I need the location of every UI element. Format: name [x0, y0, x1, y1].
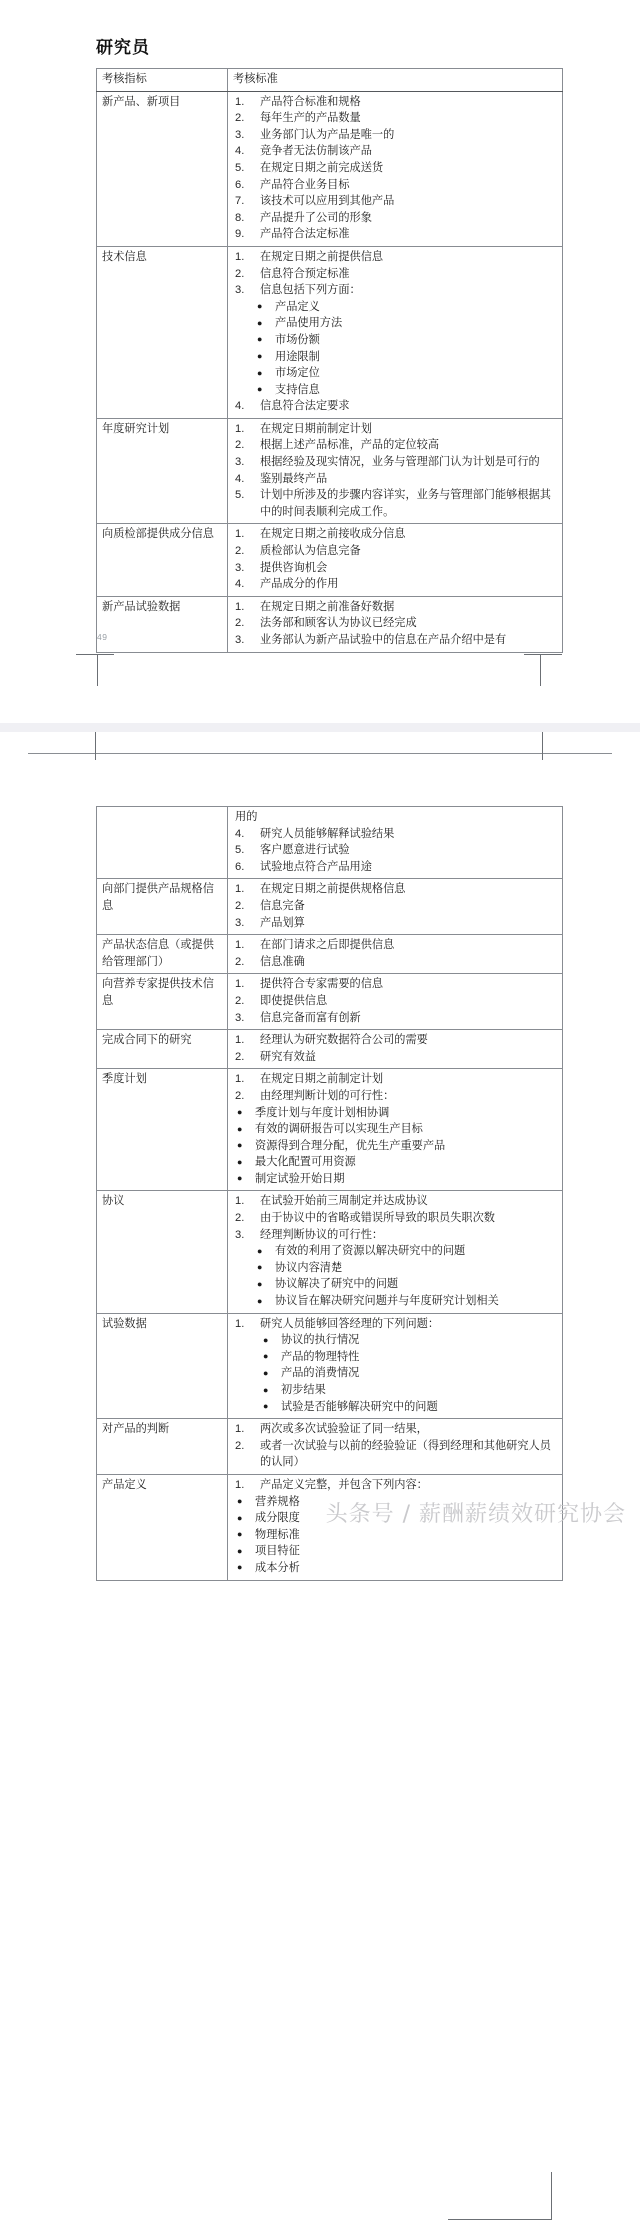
criteria-item: 客户愿意进行试验 — [260, 844, 350, 857]
criteria-standard-cell — [228, 91, 563, 246]
criteria-metric-cell: 向部门提供产品规格信息 — [97, 879, 228, 935]
table-row — [97, 91, 563, 246]
criteria-item: 竞争者无法仿制该产品 — [260, 145, 372, 158]
criteria-item: 研究人员能够回答经理的下列问题： — [260, 1317, 440, 1330]
criteria-sub-item: ● 协议旨在解决研究问题并与年度研究计划相关 — [257, 1293, 559, 1310]
criteria-sub-item: ● 市场定位 — [257, 365, 559, 382]
criteria-sub-item: ● 成分限度 — [237, 1510, 559, 1527]
criteria-list — [233, 249, 559, 398]
criteria-item: 产品符合标准和规格 — [260, 95, 361, 108]
criteria-metric-cell: 向质检部提供成分信息 — [97, 524, 228, 596]
criteria-sub-item: ● 市场份额 — [257, 332, 559, 349]
criteria-list-tail — [233, 398, 559, 415]
table-row — [97, 1313, 563, 1419]
criteria-metric-cell: 技术信息 — [97, 246, 228, 418]
page-title: 研究员 — [96, 38, 150, 57]
criteria-standard-cell — [228, 1069, 563, 1191]
table-row — [97, 879, 563, 935]
criteria-sub-item: ● 协议的执行情况 — [263, 1332, 559, 1349]
criteria-list — [233, 1071, 559, 1104]
criteria-item: 根据经验及现实情况，业务与管理部门认为计划是可行的 — [260, 456, 540, 469]
criteria-metric-cell: 年度研究计划 — [97, 418, 228, 524]
criteria-sub-item: ● 有效的利用了资源以解决研究中的问题 — [257, 1243, 559, 1260]
criteria-item: 试验地点符合产品用途 — [260, 860, 372, 873]
page-separator — [0, 723, 640, 732]
criteria-metric-cell: 新产品、新项目 — [97, 91, 228, 246]
crop-mark-top-left — [95, 732, 97, 760]
criteria-metric-cell — [97, 807, 228, 879]
criteria-item: 在规定日期之前准备好数据 — [260, 600, 395, 613]
criteria-sub-item: ● 产品定义 — [257, 299, 559, 316]
page-top-rule — [28, 753, 612, 754]
criteria-sub-item: ● 营养规格 — [237, 1494, 559, 1511]
criteria-list — [233, 1477, 559, 1494]
page-number: 49 — [97, 632, 108, 642]
criteria-item: 计划中所涉及的步骤内容详实，业务与管理部门能够根据其中的时间表顺利完成工作。 — [260, 489, 551, 518]
criteria-standard-cell — [228, 935, 563, 974]
criteria-item: 产品符合法定标准 — [260, 228, 350, 241]
criteria-sub-item: ● 季度计划与年度计划相协调 — [237, 1105, 559, 1122]
performance-criteria-table-page1 — [96, 68, 563, 653]
criteria-sub-item: ● 项目特征 — [237, 1543, 559, 1560]
criteria-sub-item: ● 资源得到合理分配，优先生产重要产品 — [237, 1138, 559, 1155]
criteria-metric-cell: 协议 — [97, 1191, 228, 1313]
criteria-item: 在规定日期之前提供规格信息 — [260, 883, 406, 896]
criteria-sublist — [257, 299, 559, 399]
document-page-2 — [0, 732, 640, 1574]
criteria-sub-item: ● 产品的消费情况 — [263, 1365, 559, 1382]
criteria-sub-item: ● 物理标准 — [237, 1527, 559, 1544]
criteria-sublist — [237, 1105, 559, 1188]
criteria-metric-cell: 对产品的判断 — [97, 1419, 228, 1475]
criteria-sublist — [257, 1243, 559, 1309]
criteria-sub-item: ● 最大化配置可用资源 — [237, 1154, 559, 1171]
criteria-item: 质检部认为信息完备 — [260, 545, 361, 558]
criteria-item: 提供咨询机会 — [260, 561, 328, 574]
criteria-sub-item: ● 试验是否能够解决研究中的问题 — [263, 1399, 559, 1416]
criteria-item: 在部门请求之后即提供信息 — [260, 939, 395, 952]
criteria-standard-cell — [228, 1419, 563, 1475]
criteria-list — [233, 1193, 559, 1243]
criteria-item: 在试验开始前三周制定并达成协议 — [260, 1195, 428, 1208]
criteria-list — [233, 421, 559, 521]
criteria-list — [233, 94, 559, 243]
criteria-item: 法务部和顾客认为协议已经完成 — [260, 617, 417, 630]
criteria-metric-cell: 新产品试验数据 — [97, 596, 228, 652]
criteria-standard-cell — [228, 524, 563, 596]
criteria-item: 信息包括下列方面： — [260, 284, 361, 297]
criteria-metric-cell: 季度计划 — [97, 1069, 228, 1191]
criteria-item: 在规定日期之前提供信息 — [260, 250, 384, 263]
criteria-item: 产品符合业务目标 — [260, 178, 350, 191]
criteria-item: 提供符合专家需要的信息 — [260, 978, 384, 991]
header-metric: 考核指标 — [97, 69, 228, 92]
criteria-metric-cell: 试验数据 — [97, 1313, 228, 1419]
performance-criteria-table-page2 — [96, 806, 563, 1581]
criteria-standard-cell — [228, 418, 563, 524]
criteria-item: 信息准确 — [260, 955, 305, 968]
criteria-sub-item: ● 成本分析 — [237, 1560, 559, 1577]
table-header-row — [97, 69, 563, 92]
criteria-sub-item: ● 协议解决了研究中的问题 — [257, 1276, 559, 1293]
criteria-item: 信息符合预定标准 — [260, 267, 350, 280]
criteria-standard-cell — [228, 1191, 563, 1313]
criteria-item: 在规定日期前制定计划 — [260, 422, 372, 435]
header-standard: 考核标准 — [228, 69, 563, 92]
criteria-item: 由于协议中的省略或错误所导致的职员失职次数 — [260, 1212, 495, 1225]
criteria-item: 两次或多次试验验证了同一结果， — [260, 1423, 428, 1436]
criteria-item: 信息符合法定要求 — [260, 400, 350, 413]
criteria-standard-cell — [228, 596, 563, 652]
criteria-item: 或者一次试验与以前的经验验证（得到经理和其他研究人员的认同） — [260, 1439, 551, 1469]
criteria-list — [233, 937, 559, 970]
criteria-list — [233, 1421, 559, 1471]
criteria-item: 在规定日期之前完成送货 — [260, 161, 384, 174]
criteria-list — [233, 1032, 559, 1065]
table-row — [97, 418, 563, 524]
criteria-sub-item: ● 产品使用方法 — [257, 315, 559, 332]
criteria-metric-cell: 向营养专家提供技术信息 — [97, 974, 228, 1030]
criteria-item: 产品划算 — [260, 916, 305, 929]
crop-mark-bottom-right — [524, 654, 562, 686]
criteria-item: 信息完备 — [260, 899, 305, 912]
criteria-item: 在规定日期之前制定计划 — [260, 1073, 384, 1086]
criteria-item: 每年生产的产品数量 — [260, 112, 361, 125]
criteria-item: 根据上述产品标准，产品的定位较高 — [260, 439, 440, 452]
criteria-item: 产品提升了公司的形象 — [260, 211, 372, 224]
crop-mark-page2-bottom-right — [448, 2172, 568, 2220]
criteria-list — [233, 826, 559, 876]
criteria-metric-cell: 完成合同下的研究 — [97, 1030, 228, 1069]
table-row — [97, 524, 563, 596]
table-row — [97, 1419, 563, 1475]
criteria-standard-cell — [228, 1313, 563, 1419]
criteria-item: 业务部认为新产品试验中的信息在产品介绍中是有 — [260, 634, 507, 646]
table-row — [97, 974, 563, 1030]
criteria-sub-item: ● 用途限制 — [257, 349, 559, 366]
criteria-sub-item: ● 协议内容清楚 — [257, 1260, 559, 1277]
document-page-1 — [0, 0, 640, 723]
criteria-item: 由经理判断计划的可行性： — [260, 1089, 395, 1102]
table-row — [97, 596, 563, 652]
criteria-metric-cell: 产品状态信息（或提供给管理部门） — [97, 935, 228, 974]
criteria-sub-item: ● 制定试验开始日期 — [237, 1171, 559, 1188]
table-row — [97, 1069, 563, 1191]
criteria-sublist — [263, 1332, 559, 1415]
table-row — [97, 246, 563, 418]
watermark: 头条号 / 薪酬薪绩效研究协会 — [325, 1502, 626, 1527]
criteria-standard-cell — [228, 1030, 563, 1069]
criteria-metric-cell: 产品定义 — [97, 1474, 228, 1580]
criteria-sublist-wrapper — [233, 299, 559, 399]
criteria-sub-item: ● 支持信息 — [257, 382, 559, 399]
criteria-item: 研究有效益 — [260, 1050, 316, 1063]
criteria-sub-item: ● 有效的调研报告可以实现生产目标 — [237, 1121, 559, 1138]
criteria-item: 经理判断协议的可行性： — [260, 1228, 384, 1241]
criteria-sub-item: ● 产品的物理特性 — [263, 1349, 559, 1366]
criteria-item: 业务部门认为产品是唯一的 — [260, 128, 395, 141]
crop-mark-bottom-left — [76, 654, 114, 686]
criteria-continuation-text: 用的 — [235, 811, 258, 823]
criteria-item: 在规定日期之前接收成分信息 — [260, 528, 406, 541]
criteria-item: 即使提供信息 — [260, 994, 328, 1007]
criteria-list — [233, 881, 559, 931]
criteria-item: 鉴别最终产品 — [260, 472, 328, 485]
criteria-standard-cell — [228, 879, 563, 935]
table-row — [97, 935, 563, 974]
criteria-sub-item: ● 初步结果 — [263, 1382, 559, 1399]
criteria-item: 产品定义完整，并包含下列内容： — [260, 1478, 428, 1491]
table-row — [97, 807, 563, 879]
criteria-item: 该技术可以应用到其他产品 — [260, 195, 395, 208]
criteria-item: 经理认为研究数据符合公司的需要 — [260, 1034, 428, 1047]
table-row — [97, 1191, 563, 1313]
criteria-list — [233, 526, 559, 592]
criteria-list — [233, 599, 559, 649]
criteria-standard-cell — [228, 974, 563, 1030]
criteria-item: 信息完备而富有创新 — [260, 1011, 361, 1024]
criteria-item: 产品成分的作用 — [260, 578, 339, 591]
criteria-list — [233, 976, 559, 1026]
table-row — [97, 1030, 563, 1069]
crop-mark-top-right — [542, 732, 544, 760]
criteria-standard-cell — [228, 807, 563, 879]
criteria-list — [233, 1316, 559, 1333]
criteria-standard-cell — [228, 246, 563, 418]
criteria-item: 研究人员能够解释试验结果 — [260, 827, 395, 840]
